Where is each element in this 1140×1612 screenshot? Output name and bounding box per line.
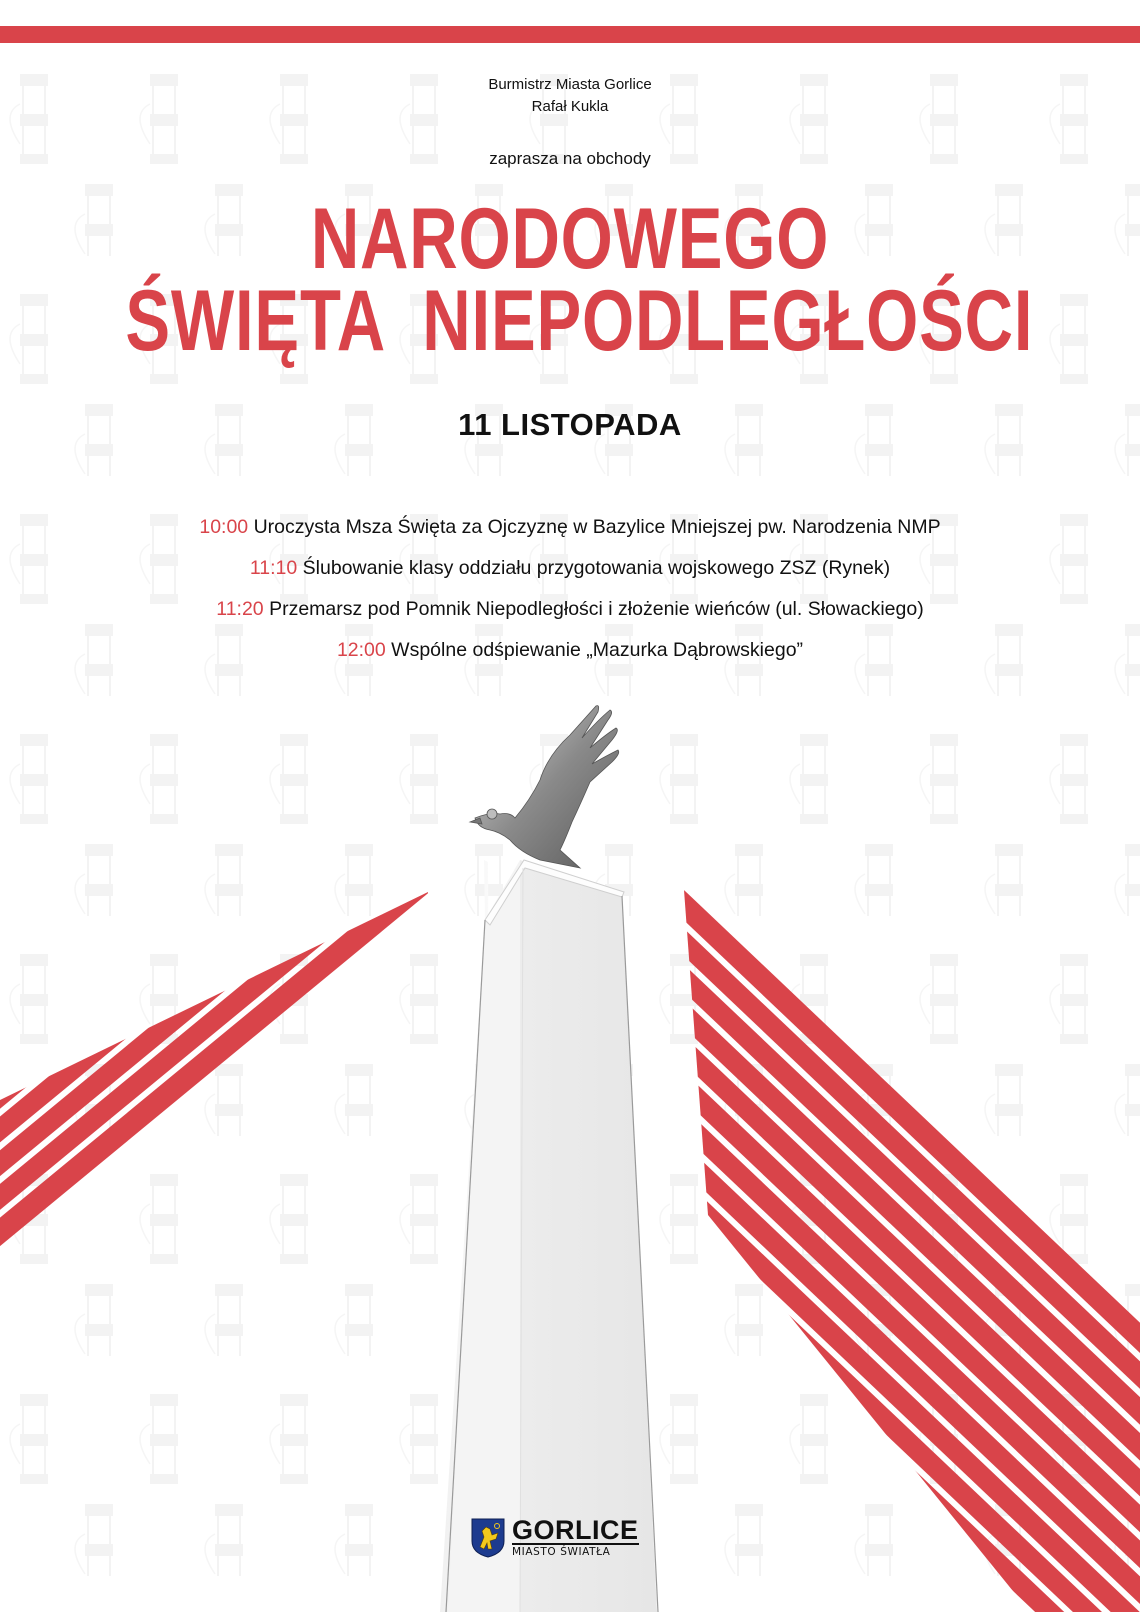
eagle-sculpture: [470, 706, 619, 868]
logo-city-name: GORLICE: [512, 1514, 639, 1545]
schedule-time: 12:00: [336, 639, 386, 661]
schedule-list: [0, 512, 1140, 676]
organizer-title: Burmistrz Miasta Gorlice: [488, 76, 652, 93]
schedule-time: 11:10: [249, 557, 298, 579]
schedule-item: [0, 553, 1140, 594]
schedule-text: Ślubowanie klasy oddziału przygotowania wojskowego ZSZ (Rynek): [297, 557, 891, 579]
schedule-time: 11:20: [216, 598, 264, 620]
schedule-item: [0, 635, 1140, 676]
event-title-line-2: ŚWIĘTA NIEPODLEGŁOŚCI: [125, 273, 1034, 369]
event-title-line-1: NARODOWEGO: [310, 191, 830, 287]
logo-slogan: MIASTO ŚWIATŁA: [512, 1545, 611, 1558]
organizer: [0, 74, 1140, 118]
schedule-text: Uroczysta Msza Święta za Ojczyznę w Bazylice Mniejszej pw. Narodzenia NMP: [248, 516, 941, 538]
invite-text: zaprasza na obchody: [489, 149, 651, 168]
city-logo: [470, 1516, 640, 1560]
schedule-text: Wspólne odśpiewanie „Mazurka Dąbrowskiego”: [385, 639, 804, 661]
coat-of-arms-icon: [470, 1517, 506, 1559]
schedule-item: [0, 594, 1140, 635]
schedule-item: [0, 512, 1140, 553]
organizer-name: Rafał Kukla: [531, 98, 609, 115]
event-date: 11 LISTOPADA: [458, 407, 682, 442]
schedule-time: 10:00: [199, 516, 249, 538]
schedule-text: Przemarsz pod Pomnik Niepodległości i złożenie wieńców (ul. Słowackiego): [263, 598, 924, 620]
